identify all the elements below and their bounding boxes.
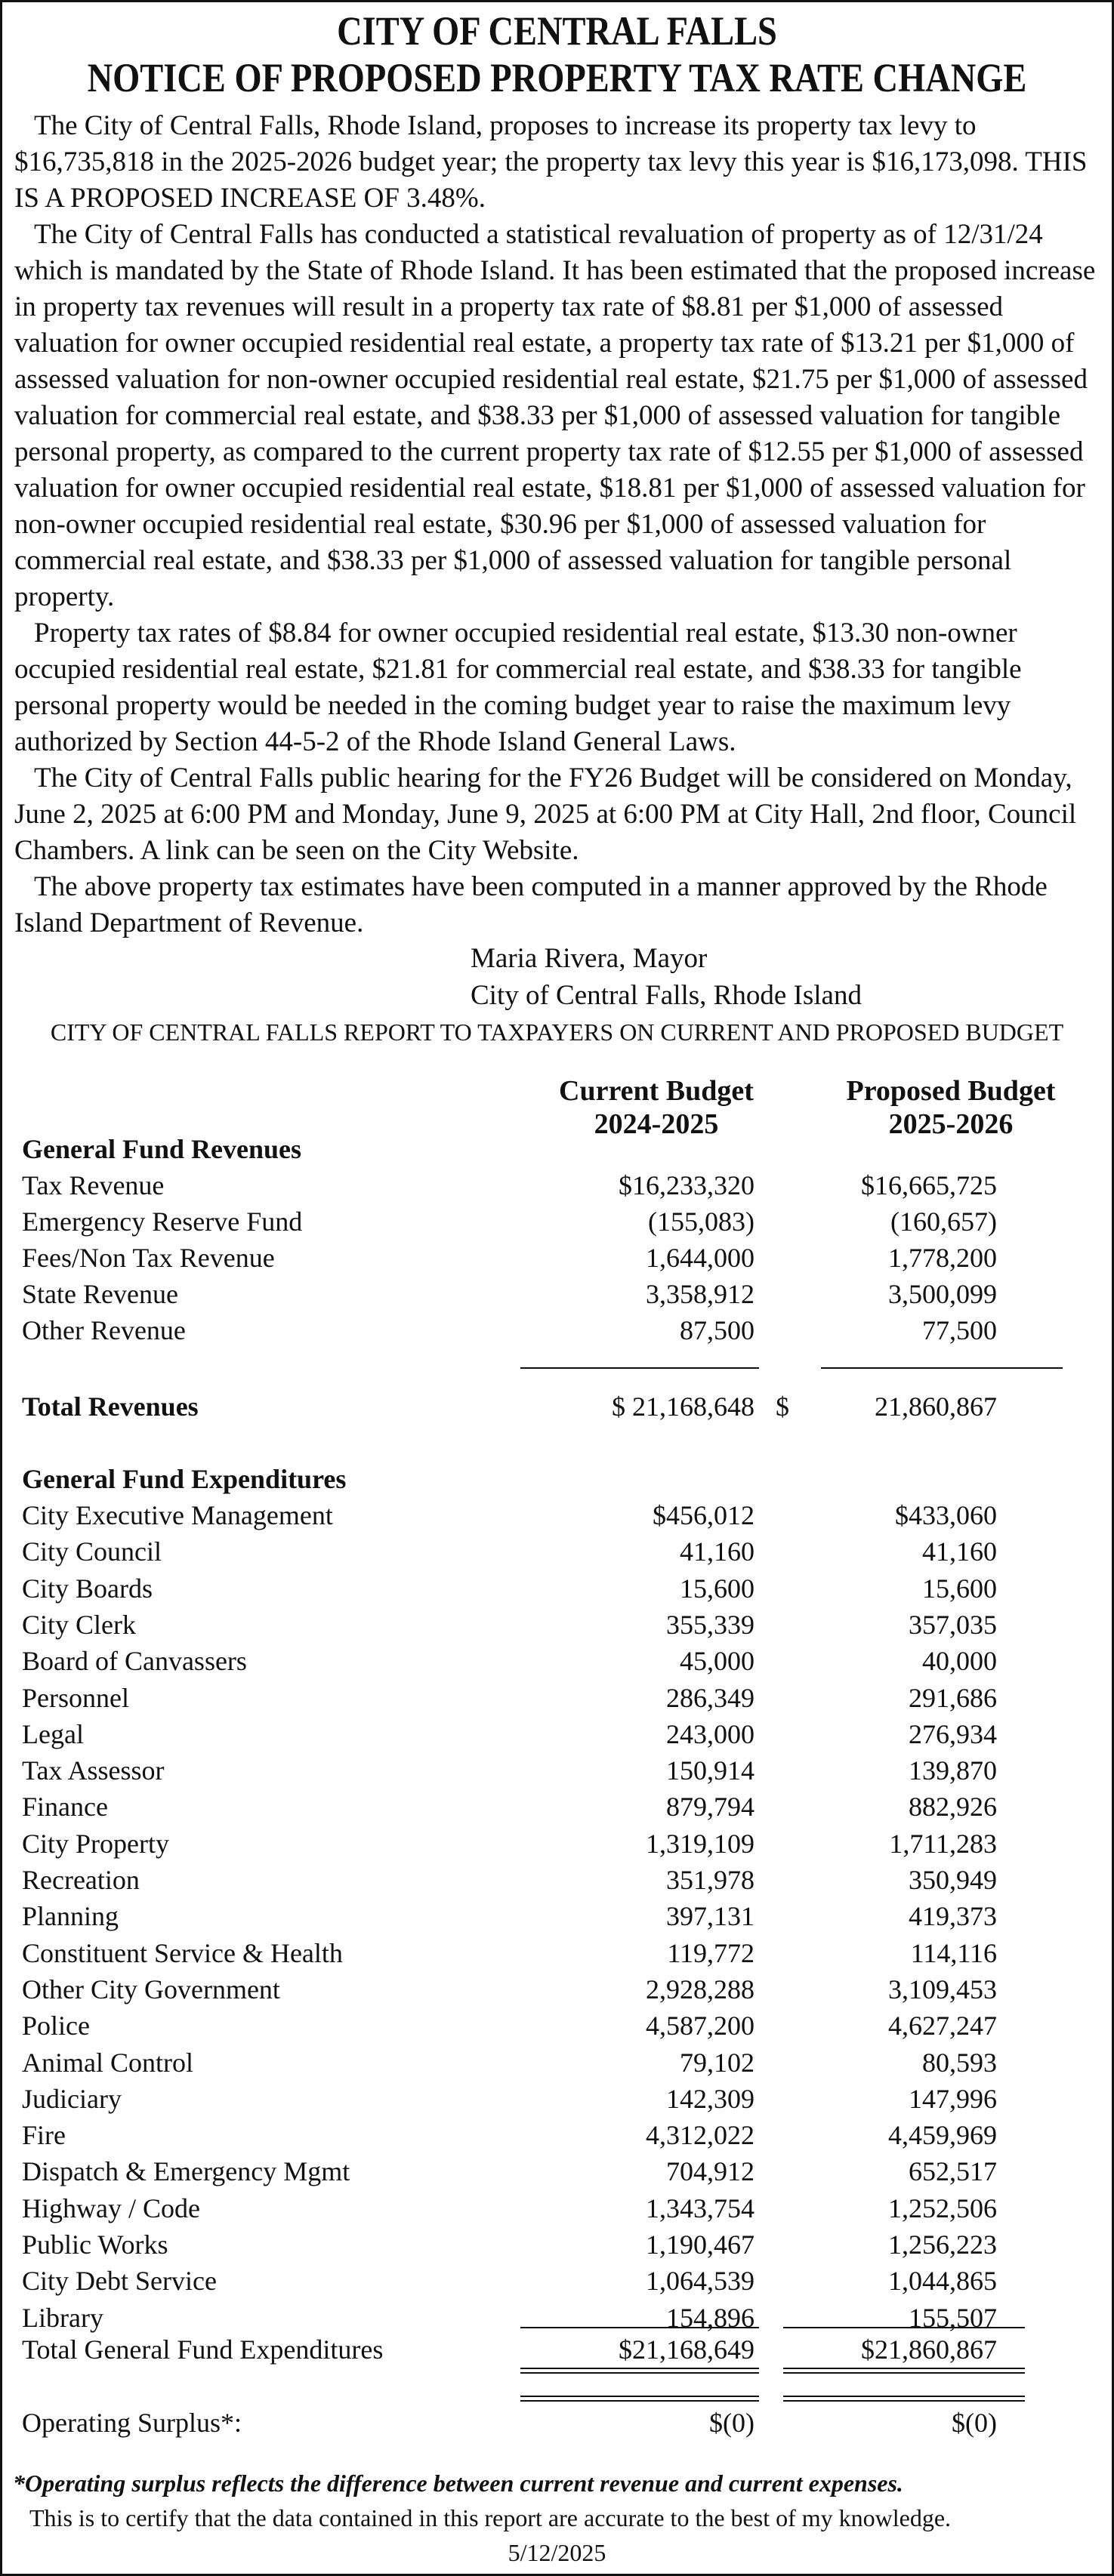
total-expenditures-label: Total General Fund Expenditures — [22, 2334, 384, 2365]
expenditure-current: 119,772 — [667, 1937, 754, 1968]
total-revenues-proposed: 21,860,867 — [875, 1391, 997, 1422]
expenditure-label: City Clerk — [22, 1609, 136, 1640]
expenditures-heading: General Fund Expenditures — [22, 1464, 347, 1494]
expenditure-proposed: 155,507 — [909, 2302, 997, 2333]
revenue-label: Tax Revenue — [22, 1170, 165, 1200]
expenditure-current: 41,160 — [680, 1536, 754, 1567]
expenditure-label: Finance — [22, 1792, 108, 1823]
expenditure-current: 1,190,467 — [646, 2229, 754, 2260]
expenditure-proposed: 4,627,247 — [888, 2011, 997, 2041]
operating-surplus-current: $(0) — [709, 2408, 754, 2438]
expenditure-row — [2, 1789, 1112, 1825]
expenditure-proposed-rule — [783, 2327, 1025, 2328]
expenditure-row — [2, 1533, 1112, 1570]
revenue-proposed: 77,500 — [922, 1315, 997, 1345]
expenditure-label: City Property — [22, 1828, 169, 1859]
expenditure-row — [2, 1935, 1112, 1971]
revenue-current-rule — [520, 1367, 759, 1369]
expenditure-proposed: 139,870 — [909, 1755, 997, 1786]
total-revenues-label: Total Revenues — [22, 1391, 199, 1422]
revenue-proposed-rule — [821, 1367, 1063, 1369]
expenditure-proposed: 80,593 — [922, 2047, 997, 2078]
operating-surplus-row — [2, 2405, 1112, 2441]
expenditure-current: 704,912 — [666, 2156, 754, 2187]
surplus-current-double-rule — [520, 2396, 759, 2402]
expenditure-label: City Debt Service — [22, 2266, 217, 2297]
expenditure-row — [2, 2081, 1112, 2117]
current-budget-years: 2024-2025 — [594, 1108, 719, 1140]
revenue-current: 1,644,000 — [646, 1243, 754, 1273]
revenue-current: 87,500 — [680, 1315, 754, 1345]
expenditure-current: 15,600 — [680, 1573, 754, 1604]
revenue-proposed: $16,665,725 — [861, 1170, 997, 1200]
expenditure-current: 154,896 — [666, 2302, 754, 2333]
paragraph-approval: The above property tax estimates have been computed in a manner approved by the Rhode Island Department of Revenue. — [14, 871, 1048, 938]
notice-body — [14, 108, 1102, 941]
expenditure-row — [2, 2300, 1112, 2336]
total-expenditures-proposed: $21,860,867 — [861, 2334, 997, 2365]
expenditure-proposed: 41,160 — [922, 1536, 997, 1567]
expenditures-heading-row — [2, 1461, 1112, 1497]
expenditure-row — [2, 1497, 1112, 1533]
expenditure-current: 1,343,754 — [646, 2192, 754, 2223]
revenue-row — [2, 1312, 1112, 1348]
expenditure-label: Planning — [22, 1901, 119, 1932]
expenditure-proposed: 419,373 — [909, 1901, 997, 1932]
expenditure-label: Dispatch & Emergency Mgmt — [22, 2156, 350, 2187]
revenue-proposed: 1,778,200 — [888, 1243, 997, 1273]
expenditure-label: Personnel — [22, 1682, 129, 1713]
expenditure-proposed: 15,600 — [922, 1573, 997, 1604]
expenditure-proposed: 350,949 — [909, 1865, 997, 1895]
revenue-row — [2, 1167, 1112, 1203]
expenditure-label: Police — [22, 2011, 90, 2041]
paragraph-hearing: The City of Central Falls public hearing for the FY26 Budget will be considered on Monday, June 2, 2025 at 6:00 PM and Monday, June 9, 2025 at 6:00 PM at City Hall, 2nd floor, Council Chambers. A link can be seen on the City Website. — [14, 763, 1077, 866]
expenditure-current: 79,102 — [680, 2047, 754, 2078]
expenditure-current: 243,000 — [666, 1718, 754, 1749]
expenditure-proposed: 1,044,865 — [888, 2266, 997, 2297]
expenditure-proposed: $433,060 — [895, 1500, 997, 1530]
revenue-proposed: (160,657) — [890, 1206, 997, 1237]
expenditure-proposed: 1,256,223 — [888, 2229, 997, 2260]
revenues-heading: General Fund Revenues — [22, 1134, 302, 1164]
expenditure-proposed: 652,517 — [909, 2156, 997, 2187]
expenditure-current: 45,000 — [680, 1646, 754, 1677]
revenue-current: $16,233,320 — [619, 1170, 754, 1200]
operating-surplus-proposed: $(0) — [952, 2408, 997, 2438]
current-budget-heading: Current Budget — [559, 1075, 754, 1107]
proposed-budget-heading: Proposed Budget — [846, 1075, 1056, 1107]
expenditure-current: 1,319,109 — [646, 1828, 754, 1859]
expenditure-proposed: 40,000 — [922, 1646, 997, 1677]
report-title: CITY OF CENTRAL FALLS REPORT TO TAXPAYERS ON CURRENT AND PROPOSED BUDGET — [50, 1018, 1064, 1046]
expenditure-proposed: 114,116 — [910, 1937, 997, 1968]
expenditure-current: 355,339 — [666, 1609, 754, 1640]
expenditure-row — [2, 1643, 1112, 1679]
expenditure-label: Board of Canvassers — [22, 1646, 247, 1677]
revenue-row — [2, 1203, 1112, 1240]
notice-title-line1: CITY OF CENTRAL FALLS — [337, 8, 777, 54]
expenditure-row — [2, 2226, 1112, 2263]
revenue-row — [2, 1240, 1112, 1276]
expenditure-label: Library — [22, 2302, 103, 2333]
revenue-label: Other Revenue — [22, 1315, 186, 1345]
expenditure-row — [2, 1607, 1112, 1643]
total-revenues-current: $ 21,168,648 — [612, 1391, 754, 1422]
expenditure-label: Fire — [22, 2120, 66, 2151]
revenue-proposed: 3,500,099 — [888, 1279, 997, 1309]
expenditure-row — [2, 1680, 1112, 1716]
total-expenditures-current: $21,168,649 — [619, 2334, 754, 2365]
revenue-current: (155,083) — [648, 1206, 754, 1237]
paragraph-revaluation: The City of Central Falls has conducted a statistical revaluation of property as of 12/31/24 which is mandated by the State of Rhode Island. It has been estimated that the proposed increase in property tax revenues will result in a property tax rate of $8.81 per $1,000 of assessed valuation for owner occupied residential real estate, a property tax rate of $13.21 per $1,000 of assessed valuation for non-owner occupied residential real estate, $21.75 per $1,000 of assessed valuation for commercial real estate, and $38.33 per $1,000 of assessed valuation for tangible personal property, as compared to the current property tax rate of $12.55 per $1,000 of assessed valuation for owner occupied residential real estate, $18.81 per $1,000 of assessed valuation for non-owner occupied residential real estate, $30.96 per $1,000 of assessed valuation for commercial real estate, and $38.33 per $1,000 of assessed valuation for tangible personal property. — [14, 219, 1096, 612]
expenditure-proposed: 1,711,283 — [889, 1828, 997, 1859]
proposed-budget-years: 2025-2026 — [888, 1108, 1014, 1140]
expenditure-row — [2, 1826, 1112, 1862]
expenditure-proposed: 882,926 — [909, 1792, 997, 1823]
revenue-label: Fees/Non Tax Revenue — [22, 1243, 275, 1273]
expenditure-proposed-double-rule — [783, 2368, 1025, 2374]
revenue-label: Emergency Reserve Fund — [22, 1206, 303, 1237]
signature-title: City of Central Falls, Rhode Island — [471, 980, 862, 1011]
expenditure-current: 4,312,022 — [646, 2120, 754, 2151]
expenditure-row — [2, 2044, 1112, 2081]
expenditure-current-rule — [520, 2327, 759, 2328]
certification-statement: This is to certify that the data contained in this report are accurate to the best of my knowledge. — [29, 2504, 952, 2531]
expenditure-current: 142,309 — [666, 2083, 754, 2114]
total-expenditures-row — [2, 2331, 1112, 2368]
expenditure-row — [2, 2007, 1112, 2044]
expenditure-current: 150,914 — [666, 1755, 754, 1786]
expenditure-proposed: 291,686 — [909, 1682, 997, 1713]
total-revenues-row — [2, 1388, 1112, 1425]
paragraph-levy: The City of Central Falls, Rhode Island, proposes to increase its property tax levy to $16,735,818 in the 2025-2026 budget year; the property tax levy this year is $16,173,098. THIS IS A PROPOSED INCREASE OF 3.48%. — [14, 110, 1088, 214]
expenditure-label: Judiciary — [22, 2083, 122, 2114]
expenditure-label: City Boards — [22, 1573, 153, 1604]
expenditure-row — [2, 1971, 1112, 2007]
expenditure-row — [2, 2263, 1112, 2299]
expenditure-current: 879,794 — [666, 1792, 754, 1823]
expenditure-label: Other City Government — [22, 1974, 280, 2004]
expenditure-label: Constituent Service & Health — [22, 1937, 343, 1968]
expenditure-current-double-rule — [520, 2368, 759, 2374]
expenditure-proposed: 276,934 — [909, 1718, 997, 1749]
expenditure-row — [2, 1752, 1112, 1789]
revenues-heading-row — [2, 1131, 1112, 1167]
operating-surplus-footnote: *Operating surplus reflects the difference between current revenue and current expenses. — [13, 2470, 903, 2497]
expenditure-label: City Executive Management — [22, 1500, 333, 1530]
expenditure-proposed: 4,459,969 — [888, 2120, 997, 2151]
expenditure-label: Animal Control — [22, 2047, 193, 2078]
expenditure-proposed: 357,035 — [909, 1609, 997, 1640]
revenue-current: 3,358,912 — [646, 1279, 754, 1309]
notice-title-line2: NOTICE OF PROPOSED PROPERTY TAX RATE CHANGE — [87, 55, 1027, 100]
expenditure-proposed: 3,109,453 — [888, 1974, 997, 2004]
report-date: 5/12/2025 — [508, 2539, 606, 2566]
expenditure-row — [2, 2117, 1112, 2153]
paragraph-max-levy: Property tax rates of $8.84 for owner occupied residential real estate, $13.30 non-owner occupied residential real estate, $21.81 for commercial real estate, and $38.33 for tangible personal property would be needed in the coming budget year to raise the maximum levy authorized by Section 44-5-2 of the Rhode Island General Laws. — [14, 618, 1022, 757]
expenditure-current: 397,131 — [666, 1901, 754, 1932]
expenditure-proposed: 1,252,506 — [888, 2192, 997, 2223]
expenditure-row — [2, 1570, 1112, 1607]
expenditure-label: Recreation — [22, 1865, 140, 1895]
expenditure-current: 286,349 — [666, 1682, 754, 1713]
expenditure-label: Highway / Code — [22, 2192, 200, 2223]
revenue-label: State Revenue — [22, 1279, 178, 1309]
expenditure-label: City Council — [22, 1536, 162, 1567]
expenditure-row — [2, 1862, 1112, 1898]
operating-surplus-label: Operating Surplus*: — [22, 2408, 242, 2438]
revenue-row — [2, 1276, 1112, 1312]
expenditure-proposed: 147,996 — [909, 2083, 997, 2114]
signature-name: Maria Rivera, Mayor — [471, 943, 708, 974]
expenditure-current: $456,012 — [653, 1500, 754, 1530]
expenditure-row — [2, 1716, 1112, 1752]
expenditure-current: 4,587,200 — [646, 2011, 754, 2041]
total-revenues-dollar: $ — [776, 1391, 789, 1422]
expenditure-row — [2, 1898, 1112, 1934]
expenditure-current: 1,064,539 — [646, 2266, 754, 2297]
expenditure-row — [2, 2153, 1112, 2189]
expenditure-current: 351,978 — [666, 1865, 754, 1895]
expenditure-label: Public Works — [22, 2229, 168, 2260]
expenditure-label: Legal — [22, 1718, 84, 1749]
surplus-proposed-double-rule — [783, 2396, 1025, 2402]
expenditure-row — [2, 2190, 1112, 2226]
expenditure-current: 2,928,288 — [646, 1974, 754, 2004]
expenditure-label: Tax Assessor — [22, 1755, 165, 1786]
